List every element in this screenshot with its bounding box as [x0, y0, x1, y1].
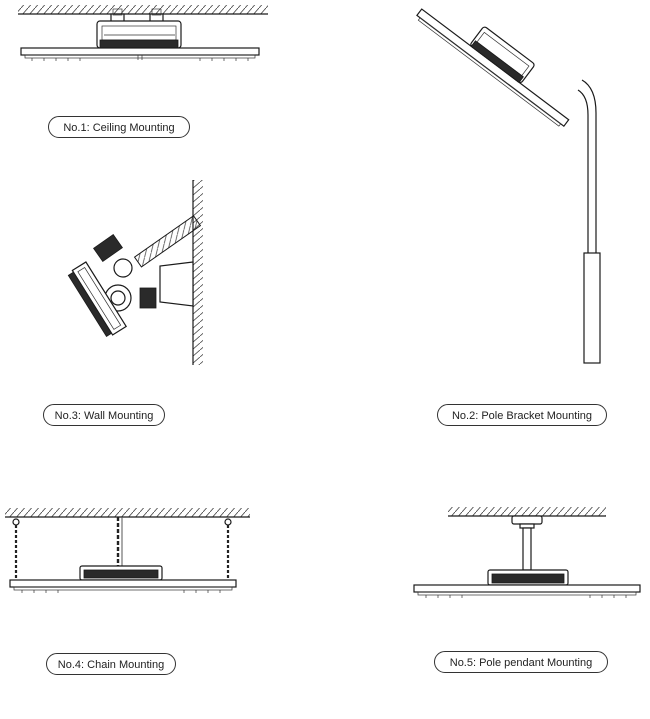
pendant-fixture-body	[414, 585, 640, 592]
chain-fixture-body	[10, 580, 236, 587]
pendant-ceiling-hatch	[448, 507, 606, 516]
pole-base	[584, 253, 600, 363]
ceiling-hatch	[18, 5, 268, 14]
caption-pole-pendant-mounting: No.5: Pole pendant Mounting	[434, 651, 608, 673]
caption-pole-bracket-mounting: No.2: Pole Bracket Mounting	[437, 404, 607, 426]
chain-ceiling-hatch	[5, 508, 250, 517]
pole-pendant-mounting-drawing	[414, 507, 640, 598]
ceiling-mounting-drawing	[18, 5, 268, 61]
caption-wall-mounting: No.3: Wall Mounting	[43, 404, 165, 426]
caption-ceiling-mounting: No.1: Ceiling Mounting	[48, 116, 190, 138]
pole-fixture-body	[417, 9, 569, 126]
wall-diagonal-support	[135, 216, 201, 267]
chain-mounting-drawing	[5, 508, 250, 593]
wall-mounting-drawing	[67, 180, 203, 365]
wall-hatch	[193, 180, 203, 365]
chain-hook-right	[225, 519, 231, 525]
pole-arm	[578, 90, 588, 240]
chain-hook-left	[13, 519, 19, 525]
pendant-canopy	[512, 516, 542, 524]
caption-chain-mounting: No.4: Chain Mounting	[46, 653, 176, 675]
pendant-pole	[523, 528, 531, 570]
wall-bracket	[160, 262, 193, 306]
pole-bracket-mounting-drawing	[415, 0, 600, 363]
ceiling-fixture-body	[21, 48, 259, 55]
